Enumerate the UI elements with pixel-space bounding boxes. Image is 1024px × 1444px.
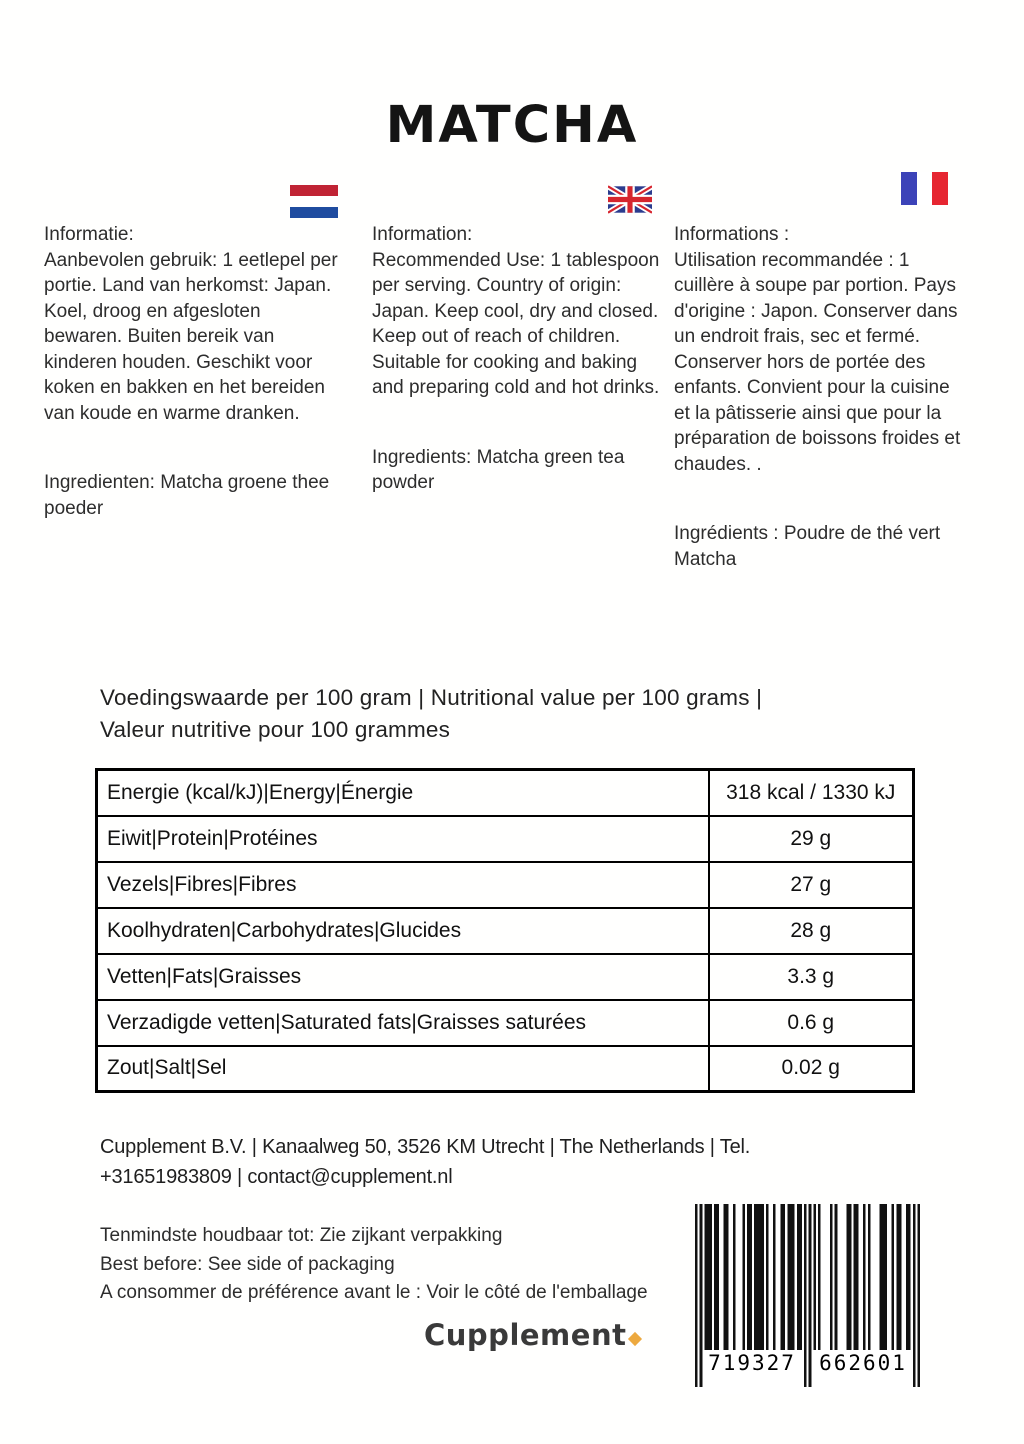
nutrition-heading-line2: Valeur nutritive pour 100 grammes	[100, 716, 451, 742]
nutrition-row-value: 0.02 g	[709, 1046, 914, 1092]
nutrition-row-value: 29 g	[709, 816, 914, 862]
brand-dot-icon	[628, 1332, 642, 1346]
info-body-english: Recommended Use: 1 tablespoon per serving. Country of origin: Japan. Keep cool, dry and closed. Keep out of reach of children. Suitable for cooking and baking and preparing cold and hot drinks.	[372, 249, 660, 398]
nutrition-row-label: Koolhydraten|Carbohydrates|Glucides	[97, 908, 709, 954]
nutrition-row-value: 3.3 g	[709, 954, 914, 1000]
nutrition-row-value: 0.6 g	[709, 1000, 914, 1046]
info-body-french: Utilisation recommandée : 1 cuillère à soupe par portion. Pays d'origine : Japon. Conserver dans un endroit frais, sec et fermé. Conserver hors de portée des enfants. Convient pour la cuisine et la pâtisserie ainsi que pour la préparation de boissons froides et chaudes. .	[674, 249, 961, 475]
company-info	[100, 1132, 950, 1192]
flag-row-english	[372, 170, 666, 222]
nutrition-row-label: Vezels|Fibres|Fibres	[97, 862, 709, 908]
info-column-french	[674, 170, 968, 572]
netherlands-flag-icon	[290, 185, 338, 218]
nutrition-row-value: 318 kcal / 1330 kJ	[709, 770, 914, 816]
table-row	[97, 954, 914, 1000]
nutrition-row-value: 27 g	[709, 862, 914, 908]
barcode-digits-left: 719327	[708, 1351, 796, 1375]
uk-flag-icon	[608, 183, 652, 216]
best-before-english: Best before: See side of packaging	[100, 1253, 395, 1275]
brand-logo	[424, 1318, 640, 1352]
table-row	[97, 1000, 914, 1046]
brand-name: Cupplement	[424, 1318, 627, 1352]
ingredients-dutch: Ingredienten: Matcha groene thee poeder	[44, 472, 330, 519]
nutrition-row-label: Energie (kcal/kJ)|Energy|Énergie	[97, 770, 709, 816]
info-heading-dutch: Informatie:	[44, 224, 134, 245]
table-row	[97, 862, 914, 908]
table-row	[97, 908, 914, 954]
nutrition-row-label: Eiwit|Protein|Protéines	[97, 816, 709, 862]
best-before-dutch: Tenmindste houdbaar tot: Zie zijkant verpakking	[100, 1225, 503, 1246]
nutrition-row-label: Zout|Salt|Sel	[97, 1046, 709, 1092]
company-info-line2: +31651983809 | contact@cupplement.nl	[100, 1166, 453, 1188]
nutrition-table	[95, 768, 915, 1093]
flag-row-dutch	[44, 170, 338, 222]
info-body-dutch: Aanbevolen gebruik: 1 eetlepel per portie. Land van herkomst: Japan. Koel, droog en afgesloten bewaren. Buiten bereik van kinderen houden. Geschikt voor koken en bakken en het bereiden van koude en warme dranken.	[44, 249, 338, 424]
company-info-line1: Cupplement B.V. | Kanaalweg 50, 3526 KM Utrecht | The Netherlands | Tel.	[100, 1136, 751, 1158]
info-column-dutch	[44, 170, 338, 521]
best-before-info	[100, 1222, 660, 1308]
nutrition-heading-line1: Voedingswaarde per 100 gram | Nutritional value per 100 grams |	[100, 685, 763, 710]
best-before-french: A consommer de préférence avant le : Voir le côté de l'emballage	[100, 1282, 648, 1303]
product-title: MATCHA	[385, 96, 639, 155]
barcode	[695, 1204, 920, 1394]
ingredients-french: Ingrédients : Poudre de thé vert Matcha	[674, 523, 941, 570]
nutrition-row-label: Verzadigde vetten|Saturated fats|Graisses saturées	[97, 1000, 709, 1046]
table-row	[97, 816, 914, 862]
info-heading-english: Information:	[372, 224, 473, 245]
nutrition-row-value: 28 g	[709, 908, 914, 954]
flag-row-french	[674, 170, 968, 222]
info-heading-french: Informations :	[674, 224, 790, 245]
france-flag-icon	[901, 172, 948, 205]
table-row	[97, 770, 914, 816]
ingredients-english: Ingredients: Matcha green tea powder	[372, 446, 625, 493]
table-row	[97, 1046, 914, 1092]
info-column-english	[372, 170, 666, 496]
nutrition-heading	[100, 682, 920, 745]
barcode-digits-right: 662601	[819, 1351, 907, 1375]
nutrition-row-label: Vetten|Fats|Graisses	[97, 954, 709, 1000]
